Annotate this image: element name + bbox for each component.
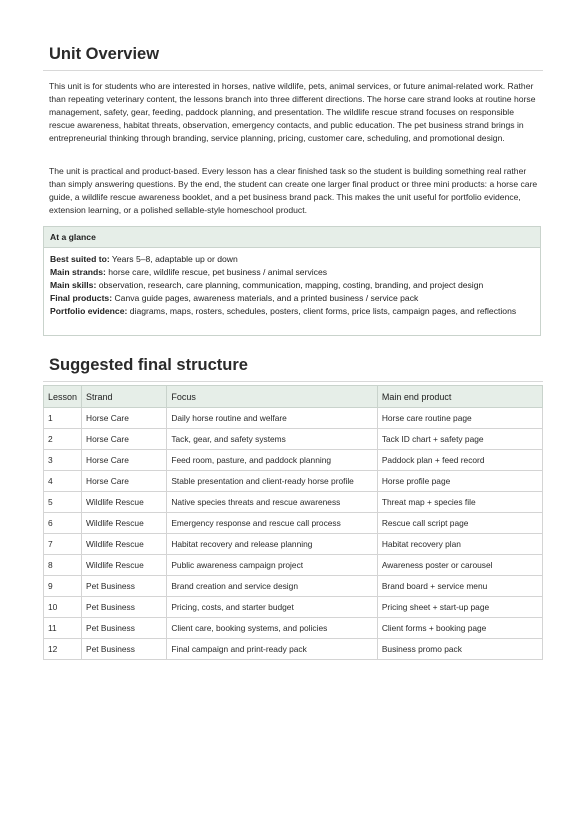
cell-lesson: 9 (44, 576, 82, 597)
unit-overview-title: Unit Overview (43, 45, 543, 71)
cell-focus: Public awareness campaign project (167, 555, 377, 576)
glance-item-value: Years 5–8, adaptable up or down (111, 254, 238, 264)
cell-strand: Horse Care (82, 408, 167, 429)
cell-lesson: 10 (44, 597, 82, 618)
cell-lesson: 4 (44, 471, 82, 492)
cell-focus: Client care, booking systems, and policies (167, 618, 377, 639)
cell-end-product: Horse care routine page (377, 408, 542, 429)
glance-item-value: Canva guide pages, awareness materials, and a printed business / service pack (114, 293, 419, 303)
cell-lesson: 5 (44, 492, 82, 513)
cell-strand: Wildlife Rescue (82, 555, 167, 576)
cell-strand: Horse Care (82, 471, 167, 492)
cell-strand: Pet Business (82, 639, 167, 660)
header-focus: Focus (167, 386, 377, 408)
glance-item (50, 253, 534, 266)
at-a-glance-box (43, 226, 541, 336)
cell-focus: Tack, gear, and safety systems (167, 429, 377, 450)
cell-focus: Feed room, pasture, and paddock planning (167, 450, 377, 471)
glance-item-label: Final products: (50, 293, 113, 303)
cell-lesson: 12 (44, 639, 82, 660)
cell-end-product: Rescue call script page (377, 513, 542, 534)
cell-end-product: Horse profile page (377, 471, 542, 492)
cell-end-product: Client forms + booking page (377, 618, 542, 639)
cell-focus: Daily horse routine and welfare (167, 408, 377, 429)
cell-focus: Final campaign and print-ready pack (167, 639, 377, 660)
cell-strand: Pet Business (82, 618, 167, 639)
table-row (44, 429, 543, 450)
cell-strand: Wildlife Rescue (82, 513, 167, 534)
cell-focus: Emergency response and rescue call process (167, 513, 377, 534)
glance-item (50, 305, 534, 318)
structure-table (43, 385, 543, 660)
cell-focus: Native species threats and rescue awareness (167, 492, 377, 513)
overview-paragraph-1: This unit is for students who are interested in horses, native wildlife, pets, animal services, or future animal-related work. Rather than repeating veterinary content, the lessons branch into three different directions. The horse care strand looks at routine horse management, safety, gear, feeding, paddock planning, and presentation. The wildlife rescue strand focuses on responsible rescue awareness, habitat threats, observation, emergency contacts, and public education. The pet business strand brings in entrepreneurial thinking through branding, service planning, pricing, customer care, scheduling, and promotional design. (49, 81, 536, 143)
cell-strand: Wildlife Rescue (82, 534, 167, 555)
table-row (44, 513, 543, 534)
cell-lesson: 11 (44, 618, 82, 639)
glance-item (50, 292, 534, 305)
glance-item-label: Portfolio evidence: (50, 306, 128, 316)
cell-focus: Stable presentation and client-ready horse profile (167, 471, 377, 492)
table-row (44, 492, 543, 513)
table-body (44, 408, 543, 660)
cell-end-product: Paddock plan + feed record (377, 450, 542, 471)
glance-item (50, 266, 534, 279)
cell-lesson: 8 (44, 555, 82, 576)
header-strand: Strand (82, 386, 167, 408)
cell-strand: Wildlife Rescue (82, 492, 167, 513)
cell-strand: Horse Care (82, 450, 167, 471)
glance-item-label: Main skills: (50, 280, 97, 290)
suggested-structure-title: Suggested final structure (43, 356, 543, 382)
glance-item-label: Main strands: (50, 267, 106, 277)
cell-end-product: Threat map + species file (377, 492, 542, 513)
cell-lesson: 6 (44, 513, 82, 534)
table-row (44, 408, 543, 429)
cell-end-product: Awareness poster or carousel (377, 555, 542, 576)
table-row (44, 534, 543, 555)
table-row (44, 597, 543, 618)
table-row (44, 639, 543, 660)
cell-lesson: 2 (44, 429, 82, 450)
cell-focus: Brand creation and service design (167, 576, 377, 597)
cell-lesson: 1 (44, 408, 82, 429)
cell-strand: Pet Business (82, 597, 167, 618)
cell-end-product: Brand board + service menu (377, 576, 542, 597)
glance-item (50, 279, 534, 292)
cell-end-product: Tack ID chart + safety page (377, 429, 542, 450)
cell-end-product: Habitat recovery plan (377, 534, 542, 555)
table-row (44, 555, 543, 576)
table-header-row (44, 386, 543, 408)
table-row (44, 471, 543, 492)
cell-strand: Horse Care (82, 429, 167, 450)
cell-strand: Pet Business (82, 576, 167, 597)
table-row (44, 450, 543, 471)
at-a-glance-list (44, 248, 540, 318)
glance-item-value: diagrams, maps, rosters, schedules, posters, client forms, price lists, campaign pages, and reflections (129, 306, 517, 316)
overview-paragraph-2: The unit is practical and product-based. Every lesson has a clear finished task so the student is building something real rather than simply answering questions. By the end, the student can create one larger final product or three mini products: a horse care guide, a wildlife rescue awareness booklet, and a pet business brand pack. This makes the unit useful for portfolio evidence, extension learning, or a polished sellable-style homeschool product. (49, 166, 538, 215)
cell-lesson: 3 (44, 450, 82, 471)
table-row (44, 618, 543, 639)
header-lesson: Lesson (44, 386, 82, 408)
cell-focus: Habitat recovery and release planning (167, 534, 377, 555)
header-main-end-product: Main end product (377, 386, 542, 408)
cell-focus: Pricing, costs, and starter budget (167, 597, 377, 618)
at-a-glance-heading: At a glance (44, 227, 540, 248)
cell-end-product: Pricing sheet + start-up page (377, 597, 542, 618)
glance-item-value: horse care, wildlife rescue, pet business / animal services (108, 267, 328, 277)
table-row (44, 576, 543, 597)
suggested-structure-section (43, 356, 543, 382)
glance-item-label: Best suited to: (50, 254, 110, 264)
glance-item-value: observation, research, care planning, communication, mapping, costing, branding, and project design (98, 280, 484, 290)
unit-overview-section (43, 45, 543, 71)
cell-end-product: Business promo pack (377, 639, 542, 660)
cell-lesson: 7 (44, 534, 82, 555)
